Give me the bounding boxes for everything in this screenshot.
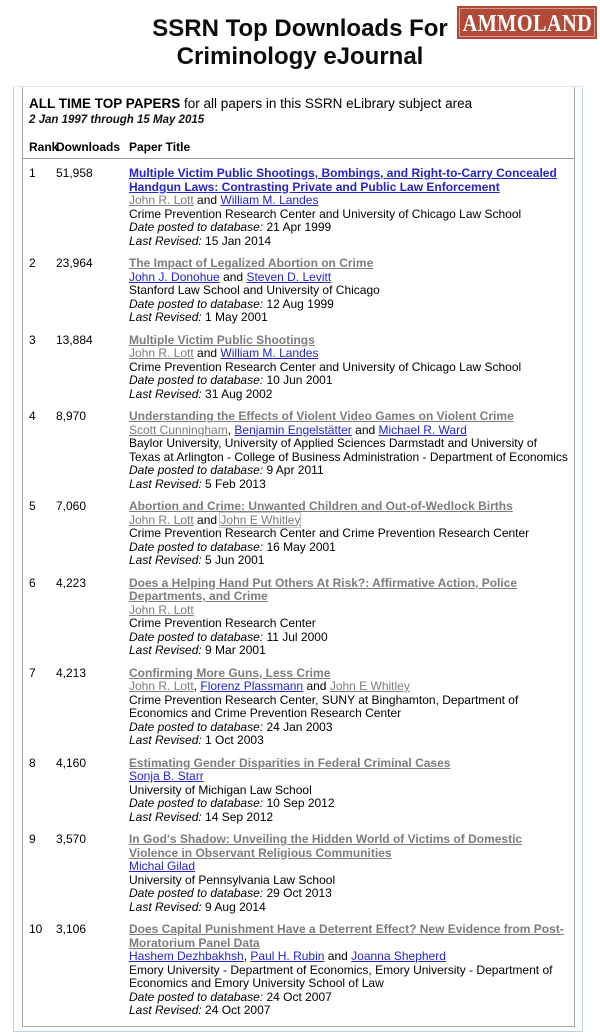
author-separator: and [193, 346, 221, 360]
paper-details [129, 923, 568, 1018]
date-posted-line [129, 374, 568, 388]
listing-inner-frame [22, 87, 575, 1027]
ammoland-logo [457, 6, 597, 39]
last-revised-label: Last Revised: [129, 386, 202, 401]
date-posted-value: 9 Apr 2011 [266, 463, 324, 477]
date-posted-line [129, 298, 568, 312]
paper-title-link[interactable]: Estimating Gender Disparities in Federal Criminal Cases [129, 755, 451, 770]
ammoland-logo-text: AMMOLAND [462, 7, 592, 36]
author-link[interactable]: William M. Landes [220, 346, 319, 360]
paper-affiliation: Crime Prevention Research Center and University of Chicago Law School [129, 359, 522, 374]
date-posted-label: Date posted to database: [129, 886, 264, 900]
date-posted-line [129, 797, 568, 811]
last-revised-line [129, 235, 568, 249]
date-posted-line [129, 541, 568, 555]
paper-details [129, 167, 568, 248]
paper-rank: 5 [29, 499, 36, 513]
last-revised-line [129, 388, 568, 402]
paper-details [129, 833, 568, 914]
author-link[interactable]: John R. Lott [129, 512, 194, 527]
last-revised-value: 24 Oct 2007 [205, 1003, 271, 1017]
paper-row [29, 923, 568, 1018]
paper-row [29, 167, 568, 248]
last-revised-value: 5 Feb 2013 [205, 476, 266, 491]
date-posted-value: 10 Sep 2012 [266, 796, 335, 810]
paper-title-link[interactable]: The Impact of Legalized Abortion on Crime [129, 256, 374, 270]
paper-rank: 7 [29, 665, 36, 680]
paper-rank: 9 [29, 832, 36, 846]
paper-downloads: 4,213 [56, 665, 87, 680]
author-separator: and [193, 512, 221, 527]
author-link[interactable]: Hashem Dezhbakhsh [129, 949, 244, 963]
last-revised-line [129, 554, 568, 568]
date-posted-value: 29 Oct 2013 [266, 886, 332, 900]
paper-row [29, 577, 568, 658]
paper-row [29, 500, 568, 568]
paper-downloads: 7,060 [56, 499, 87, 513]
author-separator: and [303, 679, 330, 693]
author-link[interactable]: John R. Lott [129, 193, 194, 207]
paper-authors [129, 424, 568, 438]
listing-head [23, 87, 574, 127]
paper-rank: 4 [29, 409, 36, 423]
paper-authors [129, 770, 568, 784]
author-link[interactable]: William M. Landes [220, 193, 319, 207]
last-revised-label: Last Revised: [129, 809, 202, 824]
date-posted-label: Date posted to database: [129, 373, 264, 387]
date-posted-label: Date posted to database: [129, 539, 264, 554]
paper-affiliation: Stanford Law School and University of Chicago [129, 283, 380, 297]
paper-affiliation: Crime Prevention Research Center and University of Chicago Law School [129, 206, 522, 221]
paper-affiliation: Crime Prevention Research Center [129, 616, 316, 630]
paper-title-link[interactable]: Confirming More Guns, Less Crime [129, 665, 331, 680]
paper-title-link[interactable]: Abortion and Crime: Unwanted Children and Out-of-Wedlock Births [129, 499, 513, 513]
date-posted-label: Date posted to database: [129, 796, 264, 810]
paper-downloads: 13,884 [56, 332, 93, 347]
date-posted-value: 10 Jun 2001 [266, 373, 333, 387]
paper-rank: 10 [29, 922, 43, 936]
date-posted-value: 24 Oct 2007 [266, 989, 332, 1004]
paper-downloads: 4,223 [56, 575, 87, 590]
author-link[interactable]: John R. Lott [129, 602, 194, 617]
paper-row [29, 667, 568, 748]
date-posted-label: Date posted to database: [129, 463, 264, 477]
last-revised-label: Last Revised: [129, 476, 202, 491]
listing-date-range: 2 Jan 1997 through 15 May 2015 [29, 114, 205, 126]
last-revised-line [129, 478, 568, 492]
author-separator: and [324, 949, 352, 963]
author-separator: , [227, 422, 235, 437]
date-posted-line [129, 221, 568, 235]
column-header-downloads: Downloads [56, 140, 121, 154]
paper-authors [129, 604, 568, 618]
paper-details [129, 334, 568, 402]
page-title-line-2: Criminology eJournal [176, 43, 424, 70]
listing-outer-frame [13, 86, 583, 1032]
paper-affiliation: Crime Prevention Research Center, SUNY at Binghamton, Department of Economics and Crime Prevention Research Center [129, 692, 519, 720]
listing-heading [29, 96, 568, 112]
paper-rank: 8 [29, 755, 36, 770]
last-revised-value: 31 Aug 2002 [205, 386, 273, 401]
column-header-rank: Rank [29, 140, 59, 154]
last-revised-line [129, 901, 568, 915]
date-posted-label: Date posted to database: [129, 629, 264, 644]
paper-downloads: 3,106 [56, 922, 87, 936]
author-separator: and [193, 193, 221, 207]
author-link[interactable]: Joanna Shepherd [351, 949, 446, 963]
date-posted-line [129, 631, 568, 645]
author-link[interactable]: Paul H. Rubin [250, 949, 325, 963]
paper-authors [129, 860, 568, 874]
paper-downloads: 23,964 [56, 256, 93, 270]
last-revised-label: Last Revised: [129, 733, 202, 747]
paper-rank: 1 [29, 166, 36, 180]
paper-row [29, 833, 568, 914]
paper-affiliation: Emory University - Department of Economics, Emory University - Department of Economics and Emory University School of Law [129, 962, 553, 990]
paper-details [129, 500, 568, 568]
listing-heading-rest: for all papers in this SSRN eLibrary subject area [184, 96, 473, 111]
last-revised-value: 1 May 2001 [205, 310, 268, 324]
author-separator: and [219, 269, 247, 284]
listing-heading-strong: ALL TIME TOP PAPERS [29, 96, 181, 111]
paper-downloads: 3,570 [56, 832, 87, 846]
author-link[interactable]: John R. Lott [129, 679, 194, 693]
paper-title-link[interactable]: In God's Shadow: Unveiling the Hidden World of Victims of Domestic Violence in Observant Religious Communities [129, 832, 523, 860]
paper-row [29, 757, 568, 825]
paper-title-link[interactable]: Does Capital Punishment Have a Deterrent Effect? New Evidence from Post-Moratorium Panel Data [129, 922, 564, 950]
paper-authors [129, 680, 568, 694]
author-link[interactable]: John R. Lott [129, 346, 194, 360]
date-posted-value: 16 May 2001 [266, 539, 336, 554]
paper-affiliation: Crime Prevention Research Center and Crime Prevention Research Center [129, 526, 530, 540]
column-header-paper-title: Paper Title [129, 140, 191, 154]
date-posted-label: Date posted to database: [129, 296, 264, 311]
paper-list [23, 159, 574, 1026]
paper-row [29, 410, 568, 491]
date-posted-label: Date posted to database: [129, 220, 264, 234]
paper-rank: 3 [29, 332, 36, 347]
last-revised-line [129, 311, 568, 325]
last-revised-value: 9 Aug 2014 [205, 899, 266, 914]
author-link[interactable]: John E Whitley [220, 512, 301, 527]
paper-authors [129, 514, 568, 528]
author-link[interactable]: Scott Cunningham [129, 422, 228, 437]
date-posted-value: 12 Aug 1999 [266, 296, 334, 311]
last-revised-line [129, 734, 568, 748]
author-link[interactable]: Benjamin Engelstätter [234, 422, 352, 437]
paper-downloads: 8,970 [56, 409, 87, 423]
author-link[interactable]: Michal Gilad [129, 859, 196, 873]
paper-details [129, 667, 568, 748]
paper-title-link[interactable]: Multiple Victim Public Shootings [129, 332, 315, 347]
author-link[interactable]: John J. Donohue [129, 269, 220, 284]
author-link[interactable]: Sonja B. Starr [129, 769, 204, 783]
last-revised-label: Last Revised: [129, 899, 202, 914]
paper-affiliation: University of Pennsylvania Law School [129, 872, 336, 887]
paper-authors [129, 271, 568, 285]
paper-row [29, 257, 568, 325]
last-revised-label: Last Revised: [129, 553, 202, 567]
paper-details [129, 757, 568, 825]
paper-details [129, 410, 568, 491]
last-revised-label: Last Revised: [129, 1003, 202, 1017]
last-revised-line [129, 644, 568, 658]
paper-title-link[interactable]: Multiple Victim Public Shootings, Bombings, and Right-to-Carry Concealed Handgun Laws: Contrasting Private and Public Law Enforcement [129, 166, 557, 194]
paper-affiliation: Baylor University, University of Applied Sciences Darmstadt and University of Texas at Arlington - College of Business Administration - Department of Economics [129, 436, 568, 464]
paper-authors [129, 950, 568, 964]
last-revised-value: 1 Oct 2003 [205, 733, 264, 747]
last-revised-label: Last Revised: [129, 643, 202, 657]
date-posted-label: Date posted to database: [129, 719, 264, 734]
author-separator: , [243, 949, 251, 963]
paper-downloads: 4,160 [56, 755, 87, 770]
paper-authors [129, 347, 568, 361]
last-revised-label: Last Revised: [129, 233, 202, 248]
author-link[interactable]: Florenz Plassmann [200, 679, 304, 693]
paper-details [129, 577, 568, 658]
author-link[interactable]: John E Whitley [329, 679, 410, 693]
last-revised-value: 5 Jun 2001 [205, 553, 265, 567]
paper-title-link[interactable]: Does a Helping Hand Put Others At Risk?: Affirmative Action, Police Departments, and Crime [129, 575, 518, 603]
page-title-line-1: SSRN Top Downloads For [152, 15, 448, 42]
paper-authors [129, 194, 568, 208]
last-revised-value: 9 Mar 2001 [205, 643, 266, 657]
date-posted-line [129, 464, 568, 478]
author-link[interactable]: Michael R. Ward [378, 422, 467, 437]
date-posted-line [129, 721, 568, 735]
paper-details [129, 257, 568, 325]
paper-affiliation: University of Michigan Law School [129, 782, 312, 797]
paper-title-link[interactable]: Understanding the Effects of Violent Video Games on Violent Crime [129, 409, 514, 423]
last-revised-line [129, 1004, 568, 1018]
date-posted-value: 21 Apr 1999 [266, 220, 332, 234]
date-posted-value: 11 Jul 2000 [266, 629, 328, 644]
date-posted-line [129, 887, 568, 901]
date-posted-value: 24 Jan 2003 [266, 719, 333, 734]
last-revised-line [129, 811, 568, 825]
paper-downloads: 51,958 [56, 166, 93, 180]
last-revised-value: 15 Jan 2014 [205, 233, 272, 248]
last-revised-value: 14 Sep 2012 [205, 809, 274, 824]
date-posted-label: Date posted to database: [129, 989, 264, 1004]
paper-rank: 2 [29, 256, 36, 270]
paper-row [29, 334, 568, 402]
last-revised-label: Last Revised: [129, 310, 202, 324]
column-header-row [23, 140, 574, 159]
author-separator: , [193, 679, 201, 693]
date-posted-line [129, 991, 568, 1005]
author-link[interactable]: Steven D. Levitt [246, 269, 332, 284]
author-separator: and [351, 422, 379, 437]
paper-rank: 6 [29, 575, 36, 590]
